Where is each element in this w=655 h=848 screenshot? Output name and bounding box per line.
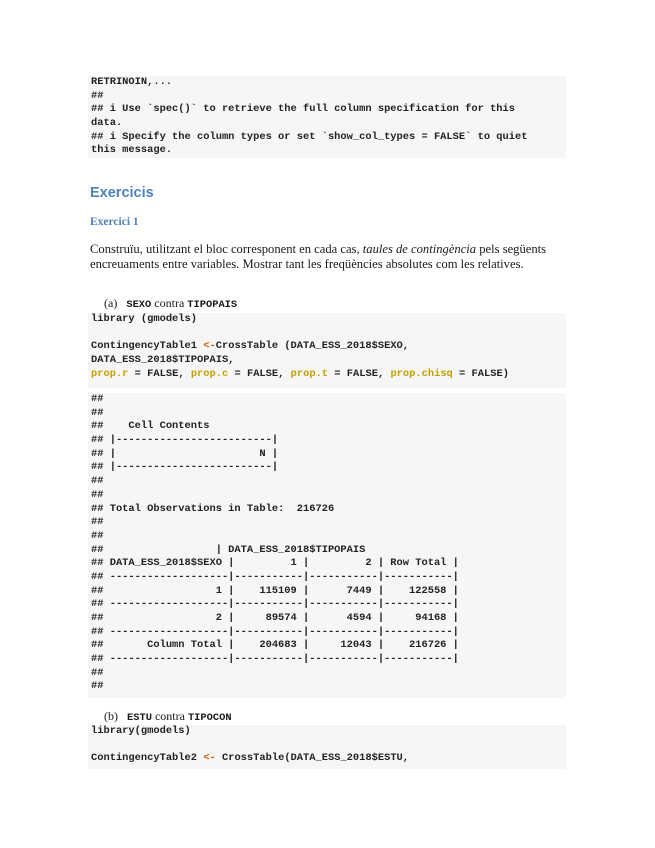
code-line-blank bbox=[91, 327, 566, 341]
intro-text-post: pels següents encreuaments entre variables. Mostrar tant les freqüències absolutes com les relatives. bbox=[90, 242, 547, 272]
code-token: FALSE bbox=[246, 367, 279, 380]
assign-operator: <- bbox=[203, 752, 216, 765]
code-token: = bbox=[128, 367, 148, 380]
code-line bbox=[91, 340, 566, 354]
code-line: DATA_ESS_2018$TIPOPAIS, bbox=[91, 354, 235, 367]
output-line: ## |-------------------------| bbox=[91, 461, 279, 474]
code-token: ContingencyTable1 bbox=[91, 340, 204, 353]
output-line: ## bbox=[91, 666, 104, 679]
output-line: this message. bbox=[91, 144, 173, 157]
output-line: data. bbox=[91, 117, 123, 130]
code-token: FALSE bbox=[346, 367, 378, 380]
code-line bbox=[91, 368, 566, 382]
arg-prop-t: prop.t bbox=[290, 367, 329, 380]
code-block-b bbox=[88, 725, 566, 769]
arg-prop-chisq: prop.chisq bbox=[390, 367, 453, 380]
enum-var1: SEXO bbox=[126, 299, 152, 311]
output-line: ## bbox=[91, 529, 104, 542]
output-line: ## 2 | 89574 | 4594 | 94168 | bbox=[91, 612, 459, 624]
code-line bbox=[91, 752, 566, 766]
output-line: ## bbox=[91, 475, 104, 488]
output-a-text bbox=[88, 393, 566, 694]
code-token: , bbox=[278, 367, 291, 380]
output-line: ## DATA_ESS_2018$SEXO | 1 | 2 | Row Total | bbox=[91, 557, 459, 570]
code-token: , bbox=[377, 367, 391, 380]
code-a-text bbox=[88, 313, 566, 381]
code-line: library(gmodels) bbox=[91, 725, 191, 737]
intro-paragraph bbox=[90, 242, 560, 272]
intro-text-pre: Construïu, utilitzant el bloc corresponent en cada cas, bbox=[90, 242, 363, 256]
output-line: ## | N | bbox=[91, 447, 279, 460]
code-token: ) bbox=[502, 367, 509, 380]
enum-item-b bbox=[104, 709, 232, 724]
output-line: ## -------------------|-----------|-----------|-----------| bbox=[91, 653, 459, 666]
code-token: CrossTable (DATA_ESS_2018$SEXO, bbox=[215, 340, 410, 353]
output-line: ## -------------------|-----------|-----------|-----------| bbox=[91, 625, 459, 638]
enum-var2: TIPOPAIS bbox=[187, 299, 238, 311]
output-block-a bbox=[88, 393, 566, 698]
output-line: ## bbox=[91, 406, 104, 419]
subsection-title: Exercici 1 bbox=[90, 216, 139, 228]
code-line-blank bbox=[91, 739, 566, 753]
section-title: Exercicis bbox=[90, 185, 154, 201]
output-line: RETRINOIN,... bbox=[91, 76, 173, 88]
arg-prop-c: prop.c bbox=[190, 367, 229, 380]
output-line: ## | DATA_ESS_2018$TIPOPAIS bbox=[91, 543, 366, 556]
enum-connector: contra bbox=[154, 296, 185, 310]
output-line: ## bbox=[91, 393, 104, 405]
output-line: ## bbox=[91, 516, 104, 529]
output-line: ## bbox=[91, 89, 104, 102]
output-line: ## bbox=[91, 680, 104, 693]
code-token: FALSE bbox=[471, 367, 503, 380]
enum-marker: (a) bbox=[104, 296, 118, 310]
output-line: ## Total Observations in Table: 216726 bbox=[91, 502, 335, 515]
enum-var1: ESTU bbox=[127, 712, 152, 724]
top-output-text bbox=[88, 76, 566, 158]
enum-var2: TIPOCON bbox=[187, 712, 232, 724]
output-line: ## i Specify the column types or set `show_col_types = FALSE` to quiet bbox=[91, 130, 528, 143]
intro-text-emphasis: taules de contingència bbox=[362, 242, 477, 256]
enum-connector: contra bbox=[154, 709, 185, 723]
top-output-block bbox=[88, 76, 566, 158]
output-line: ## 1 | 115109 | 7449 | 122558 | bbox=[91, 584, 459, 597]
output-line: ## i Use `spec()` to retrieve the full column specification for this bbox=[91, 103, 516, 116]
code-token: CrossTable(DATA_ESS_2018$ESTU, bbox=[215, 752, 410, 765]
code-token: , bbox=[178, 367, 191, 380]
output-line: ## bbox=[91, 488, 104, 501]
enum-item-a bbox=[104, 296, 237, 311]
code-token: = bbox=[452, 367, 472, 380]
code-token: ContingencyTable2 bbox=[91, 752, 204, 765]
code-token: FALSE bbox=[147, 367, 179, 380]
output-line: ## Column Total | 204683 | 12043 | 216726 | bbox=[91, 639, 459, 652]
output-line: ## -------------------|-----------|-----------|-----------| bbox=[91, 598, 459, 611]
output-line: ## |-------------------------| bbox=[91, 434, 279, 447]
code-block-a bbox=[88, 313, 566, 388]
code-line: library (gmodels) bbox=[91, 313, 198, 325]
code-b-text bbox=[88, 725, 566, 766]
output-line: ## -------------------|-----------|-----------|-----------| bbox=[91, 570, 459, 583]
output-line: ## Cell Contents bbox=[91, 420, 210, 433]
enum-marker: (b) bbox=[104, 709, 118, 723]
arg-prop-r: prop.r bbox=[91, 367, 129, 380]
assign-operator: <- bbox=[203, 340, 216, 353]
code-token: = bbox=[228, 367, 247, 380]
code-token: = bbox=[328, 367, 347, 380]
